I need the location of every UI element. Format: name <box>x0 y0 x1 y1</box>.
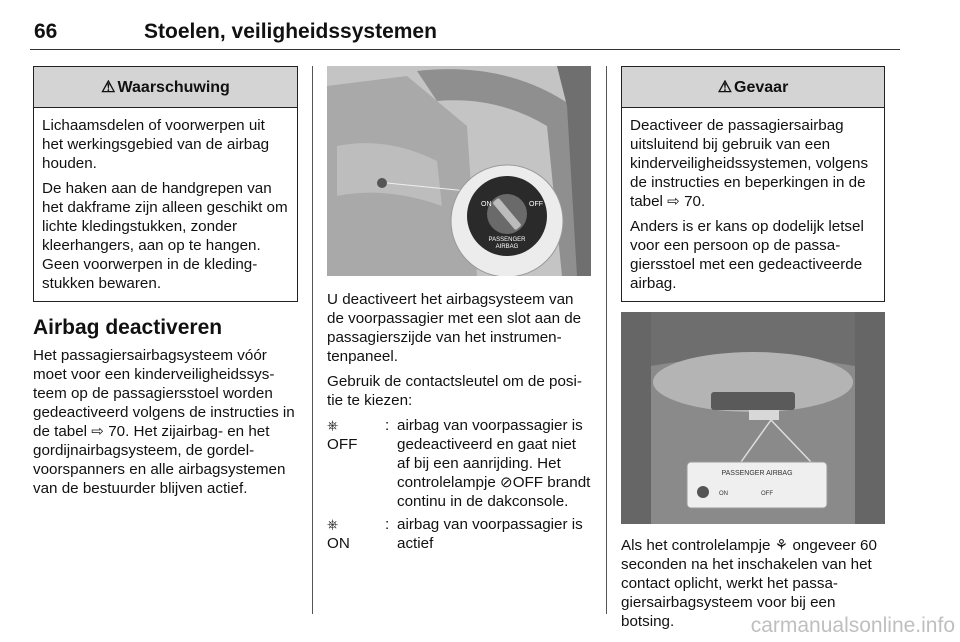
page-header <box>30 18 900 50</box>
position-description: airbag van voorpassagier is actief <box>397 516 583 552</box>
position-label: ON <box>327 535 350 552</box>
warning-box-header <box>34 67 297 108</box>
danger-paragraph: Anders is er kans op dodelijk letsel voor een persoon op de passagiersstoel met een gedeactiveerde airbag. <box>630 218 864 292</box>
position-description: airbag van voorpassagier is gedeactiveerd en gaat niet af bij een aanrijding. Het controlelampje ⊘OFF brandt continu in de dakconsole. <box>397 417 591 510</box>
watermark: carmanualsonline.info <box>750 614 955 637</box>
switch-airbag-label: AIRBAG <box>495 244 519 250</box>
column-left <box>33 66 298 504</box>
warning-paragraph: De haken aan de handgrepen van het dakframe zijn alleen geschikt om lichte kledingstukken, zonder kleerhangers, aan op te hangen. Geen voorwerpen in de kledingstukken bewaren. <box>42 180 288 292</box>
column-divider-2 <box>606 66 607 614</box>
danger-box-header <box>622 67 884 108</box>
airbag-switch-illustration <box>327 66 591 276</box>
passenger-airbag-on-icon: ⎈ <box>327 516 339 532</box>
danger-box <box>621 66 885 302</box>
console-on-label: ON <box>719 491 728 497</box>
warning-box-title: Waarschuwing <box>117 78 230 96</box>
column-middle <box>327 66 591 553</box>
warning-triangle-icon: ⚠ <box>101 78 116 96</box>
console-passenger-airbag-label: PASSENGER AIRBAG <box>721 470 793 477</box>
position-entry-off <box>327 416 591 511</box>
section-paragraph: Het passagiersairbagsysteem vóór moet voor een kinderveiligheidssysteem op de passagiersstoel worden gedeactiveerd volgens de instructies in de tabel ⇨ 70. Het zijairbag- en het gordijnairbagsysteem, de gordelvoorspanners en alle airbagsystemen van de bestuurder blijven actief. <box>33 347 295 497</box>
section-heading: Airbag deactiveren <box>33 316 223 339</box>
warning-box-body <box>34 108 297 301</box>
entry-colon: : <box>385 516 390 533</box>
middle-paragraph-1: U deactiveert het airbagsysteem van de voorpassagier met een slot aan de passagierszijde van het instrumentenpaneel. <box>327 291 582 365</box>
page-number: 66 <box>34 20 58 43</box>
passenger-airbag-off-icon: ⎈ <box>327 417 339 433</box>
right-paragraph: Als het controlelampje ⚘ ongeveer 60 seconden na het inschakelen van het contact oplicht, werkt het passagiersairbagsysteem voor bij een botsing. <box>621 537 877 630</box>
switch-passenger-label: PASSENGER <box>488 237 526 243</box>
column-right <box>621 66 885 637</box>
position-label: OFF <box>327 436 358 453</box>
column-divider-1 <box>312 66 313 614</box>
entry-colon: : <box>385 417 390 434</box>
switch-off-label: OFF <box>529 201 543 208</box>
page-title: Stoelen, veiligheidssystemen <box>144 20 437 43</box>
danger-paragraph: Deactiveer de passagiersairbag uitsluitend bij gebruik van een kinderveiligheidssystemen, volgens de instructies en beperkingen in de tabel ⇨ 70. <box>630 117 869 210</box>
roof-console-photo <box>621 312 885 524</box>
switch-on-label: ON <box>481 201 492 208</box>
warning-triangle-icon: ⚠ <box>717 78 733 96</box>
position-entry-on <box>327 515 591 553</box>
console-off-label: OFF <box>761 491 773 497</box>
warning-paragraph: Lichaamsdelen of voorwerpen uit het werkingsgebied van de airbag houden. <box>42 117 270 172</box>
header-rule <box>30 49 900 50</box>
danger-box-title: Gevaar <box>734 78 789 96</box>
roof-console-illustration <box>621 312 885 524</box>
warning-box <box>33 66 298 302</box>
middle-paragraph-2: Gebruik de contactsleutel om de positie te kiezen: <box>327 373 582 409</box>
airbag-switch-photo <box>327 66 591 276</box>
danger-box-body <box>622 108 884 301</box>
